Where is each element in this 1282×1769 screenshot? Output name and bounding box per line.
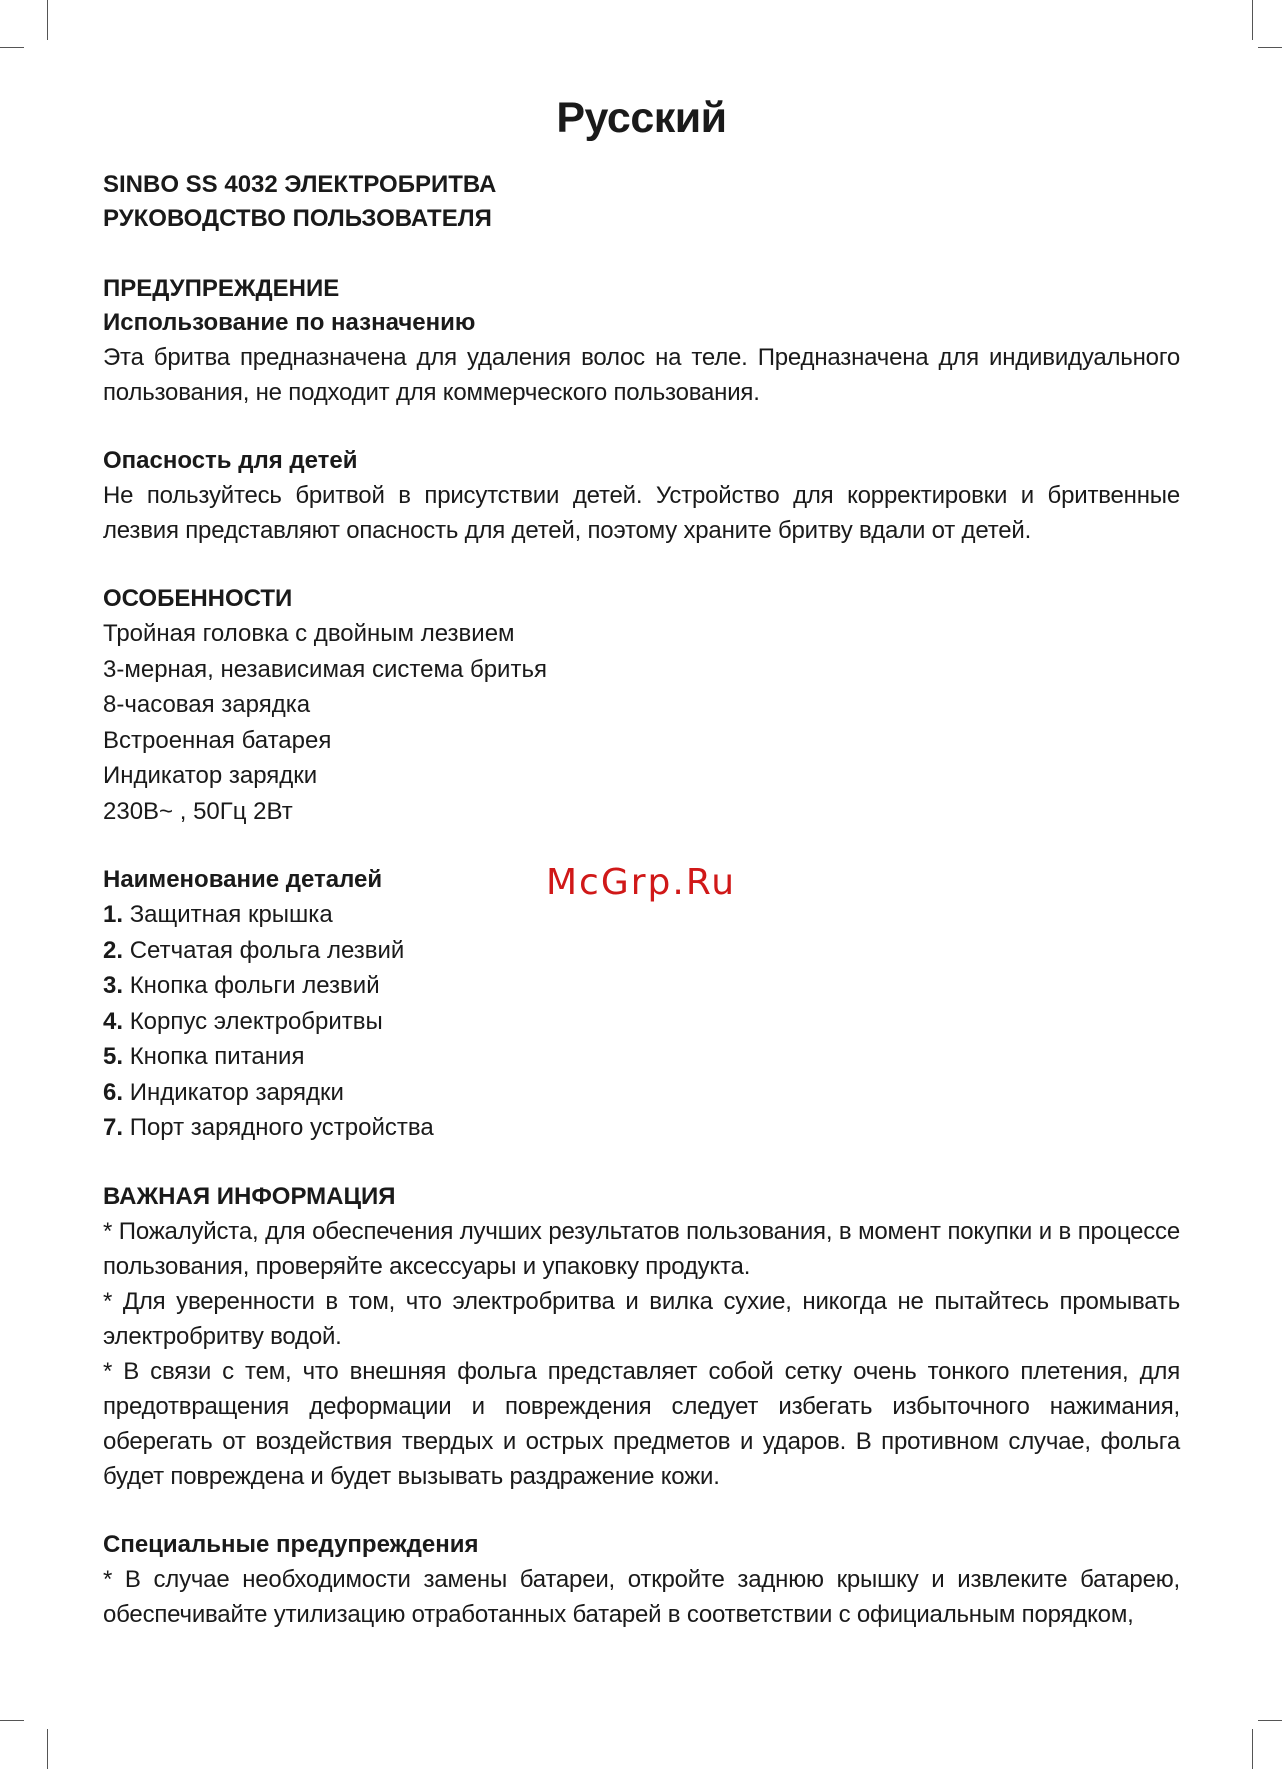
warning-section: [103, 272, 1180, 548]
important-section: [103, 1180, 1180, 1494]
part-label: Кнопка питания: [129, 1043, 305, 1071]
feature-item: 3-мерная, независимая система бритья: [103, 655, 547, 683]
crop-mark: [1258, 1720, 1282, 1721]
special-warnings-title: Специальные предупреждения: [103, 1530, 479, 1558]
part-number: 4.: [103, 1007, 124, 1035]
parts-title: Наименование деталей: [103, 866, 383, 894]
feature-item: 8-часовая зарядка: [103, 691, 311, 719]
children-danger-text: Не пользуйтесь бритвой в присутствии детей. Устройство для корректировки и бритвенные лезвия представляют опасность для детей, поэтому храните бритву вдали от детей.: [103, 482, 1180, 545]
important-title: ВАЖНАЯ ИНФОРМАЦИЯ: [103, 1182, 396, 1210]
part-label: Сетчатая фольга лезвий: [129, 936, 405, 964]
part-number: 1.: [103, 901, 124, 929]
watermark: McGrp.Ru: [546, 862, 737, 903]
crop-mark: [1252, 0, 1253, 40]
feature-item: Тройная головка с двойным лезвием: [103, 620, 515, 648]
features-title: ОСОБЕННОСТИ: [103, 585, 293, 613]
part-number: 2.: [103, 936, 124, 964]
part-number: 5.: [103, 1043, 124, 1071]
feature-item: Встроенная батарея: [103, 726, 332, 754]
parts-list: [103, 897, 1180, 1146]
document-header: [103, 168, 1180, 236]
special-warnings-text: * В случае необходимости замены батареи, откройте заднюю крышку и извлеките батарею, обеспечивайте утилизацию отработанных батарей в соответствии с официальным порядком,: [103, 1565, 1180, 1628]
crop-mark: [47, 0, 48, 40]
part-label: Корпус электробритвы: [129, 1007, 383, 1035]
part-number: 6.: [103, 1078, 124, 1106]
part-item: [103, 968, 1180, 1004]
language-title: Русский: [556, 94, 727, 142]
manual-line: РУКОВОДСТВО ПОЛЬЗОВАТЕЛЯ: [103, 205, 492, 233]
features-section: [103, 582, 1180, 829]
part-item: [103, 933, 1180, 969]
part-number: 7.: [103, 1114, 124, 1142]
parts-section: [103, 863, 1180, 1146]
intended-use-title: Использование по назначению: [103, 309, 476, 337]
warning-title: ПРЕДУПРЕЖДЕНИЕ: [103, 275, 340, 303]
crop-mark: [1252, 1729, 1253, 1769]
part-label: Кнопка фольги лезвий: [129, 972, 380, 1000]
part-item: [103, 1004, 1180, 1040]
crop-mark: [0, 1720, 24, 1721]
part-number: 3.: [103, 972, 124, 1000]
product-line: SINBO SS 4032 ЭЛЕКТРОБРИТВА: [103, 171, 497, 199]
important-item: * Пожалуйста, для обеспечения лучших результатов пользования, в момент покупки и в процессе пользования, проверяйте аксессуары и упаковку продукта.: [103, 1217, 1180, 1280]
crop-mark: [0, 47, 24, 48]
part-item: [103, 1110, 1180, 1146]
crop-mark: [47, 1729, 48, 1769]
part-label: Порт зарядного устройства: [129, 1114, 434, 1142]
part-item: [103, 1075, 1180, 1111]
important-item: * В связи с тем, что внешняя фольга представляет собой сетку очень тонкого плетения, для предотвращения деформации и повреждения следует избегать избыточного нажимания, оберегать от воздействия твердых и острых предметов и ударов. В противном случае, фольга будет повреждена и будет вызывать раздражение кожи.: [103, 1357, 1180, 1490]
intended-use-text: Эта бритва предназначена для удаления волос на теле. Предназначена для индивидуального пользования, не подходит для коммерческого пользования.: [103, 344, 1180, 407]
feature-item: 230В~ , 50Гц 2Вт: [103, 797, 293, 825]
crop-mark: [1258, 47, 1282, 48]
feature-item: Индикатор зарядки: [103, 762, 318, 790]
part-item: [103, 1039, 1180, 1075]
children-danger-title: Опасность для детей: [103, 447, 358, 475]
part-label: Защитная крышка: [129, 901, 333, 929]
special-warnings-section: [103, 1528, 1180, 1632]
features-list: [103, 616, 1180, 829]
important-item: * Для уверенности в том, что электробритва и вилка сухие, никогда не пытайтесь промывать электробритву водой.: [103, 1287, 1180, 1350]
part-label: Индикатор зарядки: [129, 1078, 344, 1106]
